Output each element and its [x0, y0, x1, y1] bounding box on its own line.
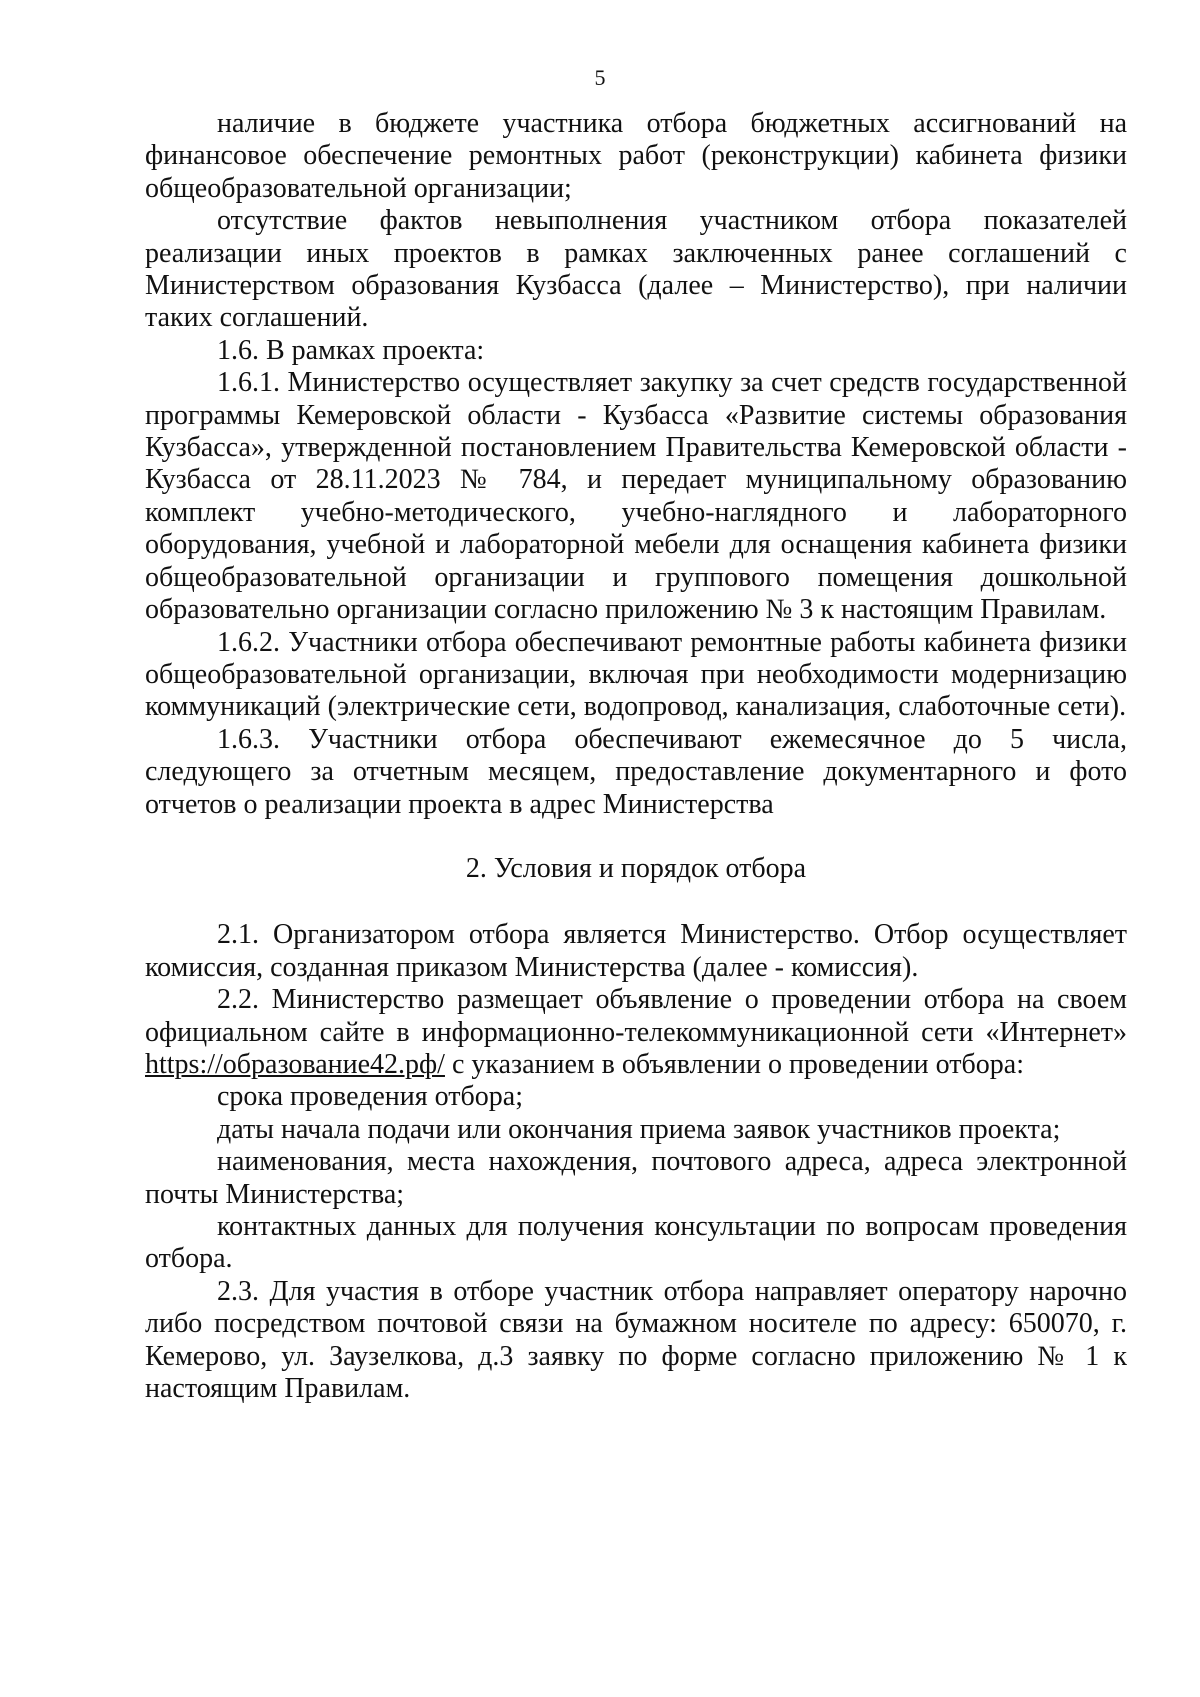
paragraph-1-6: 1.6. В рамках проекта:: [217, 334, 485, 366]
paragraph-2-2-text-before-link: 2.2. Министерство размещает объявление о проведении отбора на своем официальном сайте в информационно-телекоммуникационной сети «Интернет»: [145, 984, 1127, 1048]
list-item-ministry-contacts: наименования, места нахождения, почтового адреса, адреса электронной почты Министерства;: [145, 1146, 1127, 1210]
list-item-selection-period: срока проведения отбора;: [217, 1081, 523, 1113]
list-item-application-dates: даты начала подачи или окончания приема заявок участников проекта;: [217, 1113, 1061, 1145]
section-heading: 2. Условия и порядок отбора: [465, 852, 807, 884]
paragraph-2-3: 2.3. Для участия в отборе участник отбора направляет оператору нарочно либо посредством почтовой связи на бумажном носителе по адресу: 650070, г. Кемерово, ул. Заузелкова, д.3 заявку по форме согласно приложению № 1 к настоящим Правилам.: [145, 1275, 1127, 1405]
list-item-consultation-contacts: контактных данных для получения консультации по вопросам проведения отбора.: [145, 1211, 1127, 1275]
paragraph-1-6-3: 1.6.3. Участники отбора обеспечивают ежемесячное до 5 числа, следующего за отчетным месяцем, предоставление документарного и фото отчетов о реализации проекта в адрес Министерства: [145, 723, 1127, 820]
paragraph-1-6-1: 1.6.1. Министерство осуществляет закупку за счет средств государственной программы Кемеровской области - Кузбасса «Развитие системы образования Кузбасса», утвержденной постановлением Правительства Кемеровской области - Кузбасса от 28.11.2023 № 784, и передает муниципальному образованию комплект учебно-методического, учебно-наглядного и лабораторного оборудования, учебной и лабораторной мебели для оснащения кабинета физики общеобразовательной организации и группового помещения дошкольной образовательно организации согласно приложению № 3 к настоящим Правилам.: [145, 367, 1127, 626]
document-body: [145, 108, 1127, 1405]
ministry-website-link[interactable]: https://образование42.рф/: [145, 1048, 445, 1080]
page-number: 5: [594, 65, 606, 90]
paragraph-2-2-text-after-link: с указанием в объявлении о проведении отбора:: [444, 1048, 1024, 1080]
paragraph-1-6-2: 1.6.2. Участники отбора обеспечивают ремонтные работы кабинета физики общеобразовательной организации, включая при необходимости модернизацию коммуникаций (электрические сети, водопровод, канализация, слаботочные сети).: [145, 626, 1127, 723]
paragraph-2-1: 2.1. Организатором отбора является Министерство. Отбор осуществляет комиссия, созданная приказом Министерства (далее - комиссия).: [145, 919, 1127, 983]
paragraph-2-2: [145, 984, 1127, 1081]
paragraph-no-violations: отсутствие фактов невыполнения участником отбора показателей реализации иных проектов в рамках заключенных ранее соглашений с Министерством образования Кузбасса (далее – Министерство), при наличии таких соглашений.: [145, 205, 1127, 334]
paragraph-budget-availability: наличие в бюджете участника отбора бюджетных ассигнований на финансовое обеспечение ремонтных работ (реконструкции) кабинета физики общеобразовательной организации;: [145, 108, 1127, 204]
